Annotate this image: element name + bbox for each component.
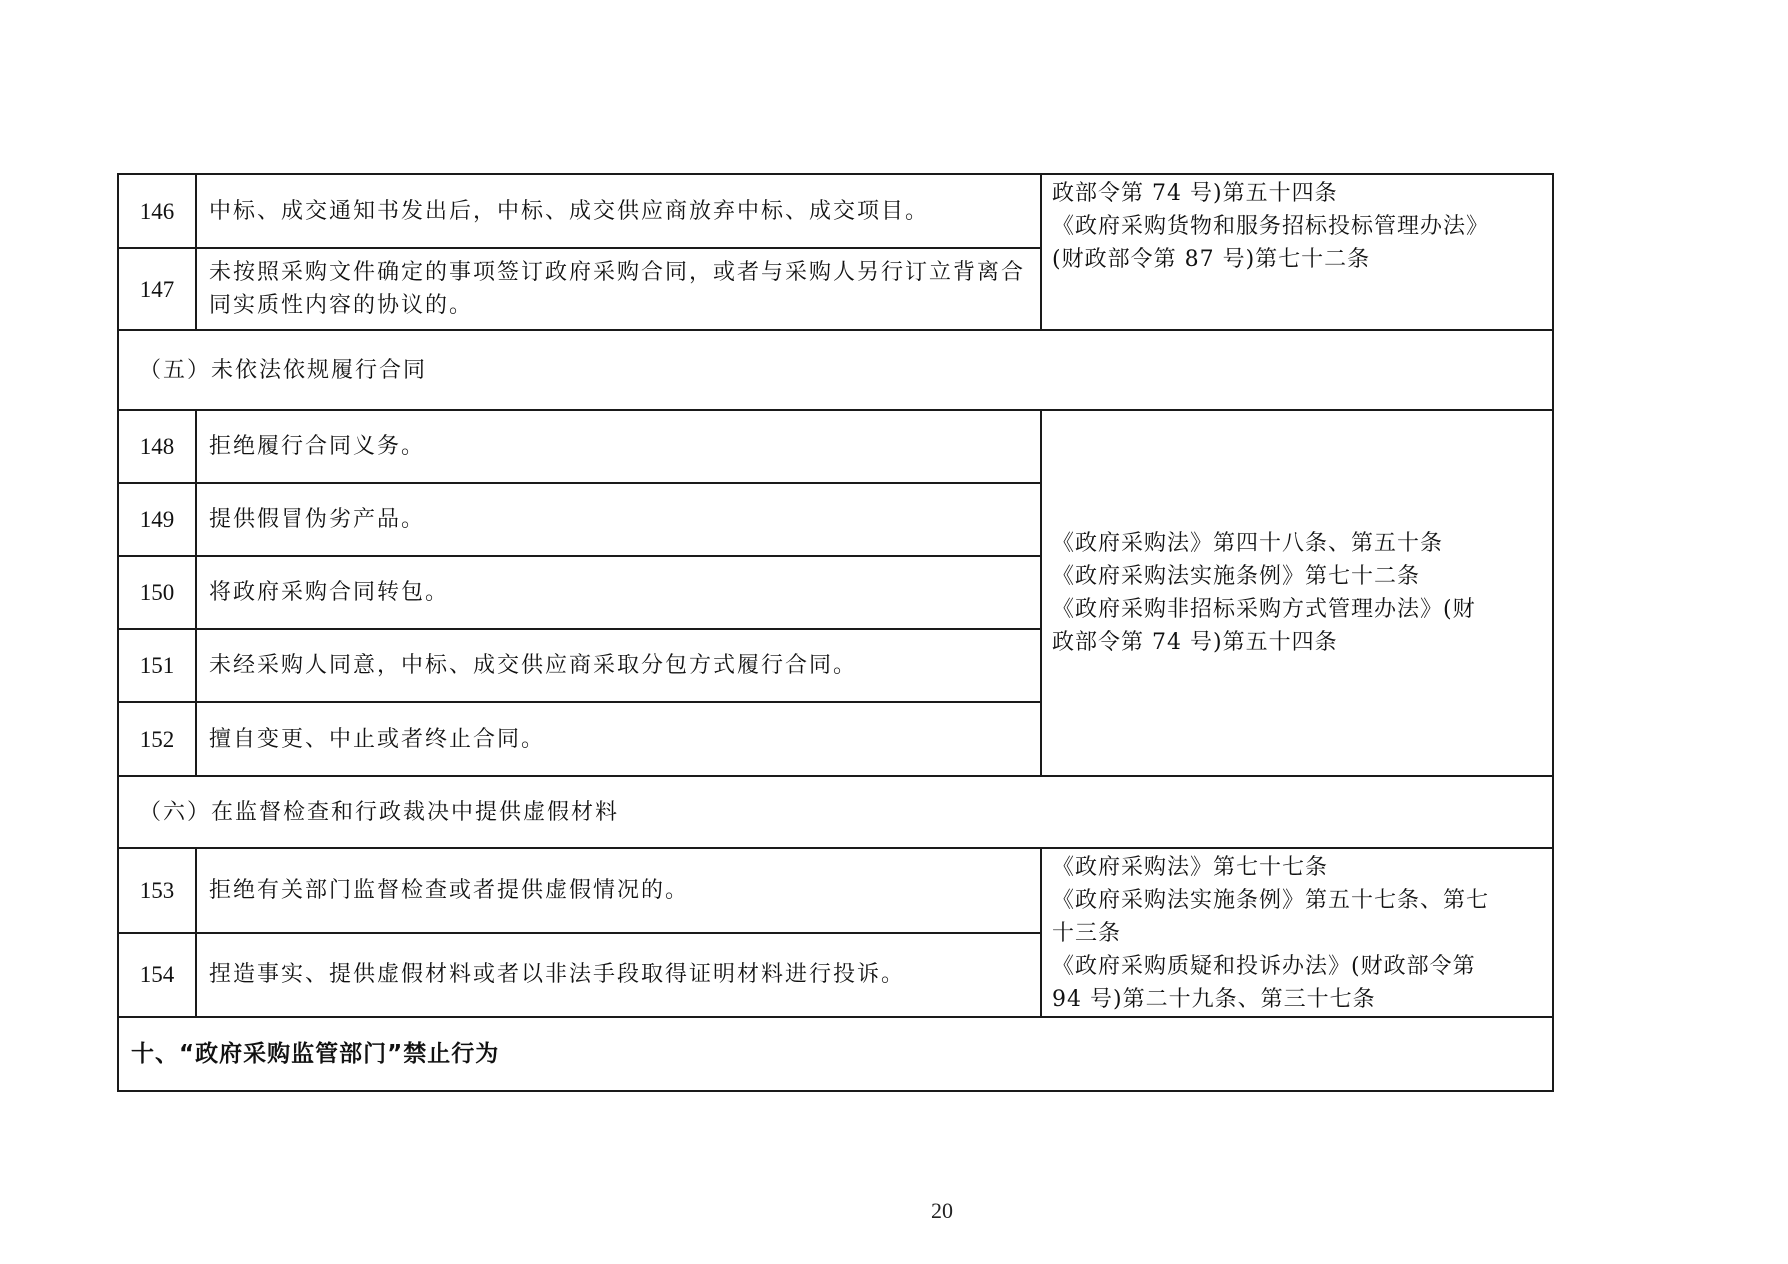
legal-basis-line: 《政府采购法实施条例》第七十二条: [1052, 564, 1421, 589]
legal-basis-line: 《政府采购法》第四十八条、第五十条: [1052, 531, 1444, 556]
legal-basis-cell: [1041, 848, 1553, 1017]
legal-basis-line: 《政府采购非招标采购方式管理办法》(财: [1052, 597, 1476, 622]
row-content: 提供假冒伪劣产品。: [196, 483, 1041, 556]
legal-basis-line: 《政府采购法》第七十七条: [1052, 855, 1329, 880]
row-number: 147: [118, 248, 196, 330]
legal-basis-line: 94 号)第二十九条、第三十七条: [1052, 987, 1376, 1012]
row-number: 149: [118, 483, 196, 556]
chapter-header-row: [118, 1017, 1553, 1091]
row-number: 148: [118, 410, 196, 483]
row-number: 150: [118, 556, 196, 629]
row-content: 拒绝履行合同义务。: [196, 410, 1041, 483]
row-number: 152: [118, 702, 196, 776]
legal-basis-line: 政部令第 74 号)第五十四条: [1052, 181, 1338, 206]
row-content: 擅自变更、中止或者终止合同。: [196, 702, 1041, 776]
prohibited-behaviors-table: [117, 173, 1554, 1092]
row-content: 将政府采购合同转包。: [196, 556, 1041, 629]
row-number: 153: [118, 848, 196, 933]
table-row: [118, 848, 1553, 933]
legal-basis-line: 十三条: [1052, 921, 1122, 946]
legal-basis-cell: [1041, 174, 1553, 330]
section-header-row: [118, 776, 1553, 848]
table-row: [118, 410, 1553, 483]
chapter-title: 十、“政府采购监管部门”禁止行为: [118, 1017, 1553, 1091]
row-content: 捏造事实、提供虚假材料或者以非法手段取得证明材料进行投诉。: [196, 933, 1041, 1018]
section-header-row: [118, 330, 1553, 410]
row-content: 未经采购人同意，中标、成交供应商采取分包方式履行合同。: [196, 629, 1041, 702]
row-number: 154: [118, 933, 196, 1018]
row-content: 拒绝有关部门监督检查或者提供虚假情况的。: [196, 848, 1041, 933]
page-number: 20: [931, 1198, 953, 1223]
table-row: [118, 174, 1553, 248]
row-number: 146: [118, 174, 196, 248]
row-content: 中标、成交通知书发出后，中标、成交供应商放弃中标、成交项目。: [196, 174, 1041, 248]
section-title: （六）在监督检查和行政裁决中提供虚假材料: [118, 776, 1553, 848]
legal-basis-line: 《政府采购质疑和投诉办法》(财政部令第: [1052, 954, 1476, 979]
legal-basis-line: 政部令第 74 号)第五十四条: [1052, 630, 1338, 655]
legal-basis-line: (财政部令第 87 号)第七十二条: [1052, 247, 1371, 272]
row-number: 151: [118, 629, 196, 702]
legal-basis-cell: [1041, 410, 1553, 776]
section-title: （五）未依法依规履行合同: [118, 330, 1553, 410]
legal-basis-line: 《政府采购法实施条例》第五十七条、第七: [1052, 888, 1490, 913]
row-content: 未按照采购文件确定的事项签订政府采购合同，或者与采购人另行订立背离合同实质性内容的协议的。: [196, 248, 1041, 330]
legal-basis-line: 《政府采购货物和服务招标投标管理办法》: [1052, 214, 1490, 239]
